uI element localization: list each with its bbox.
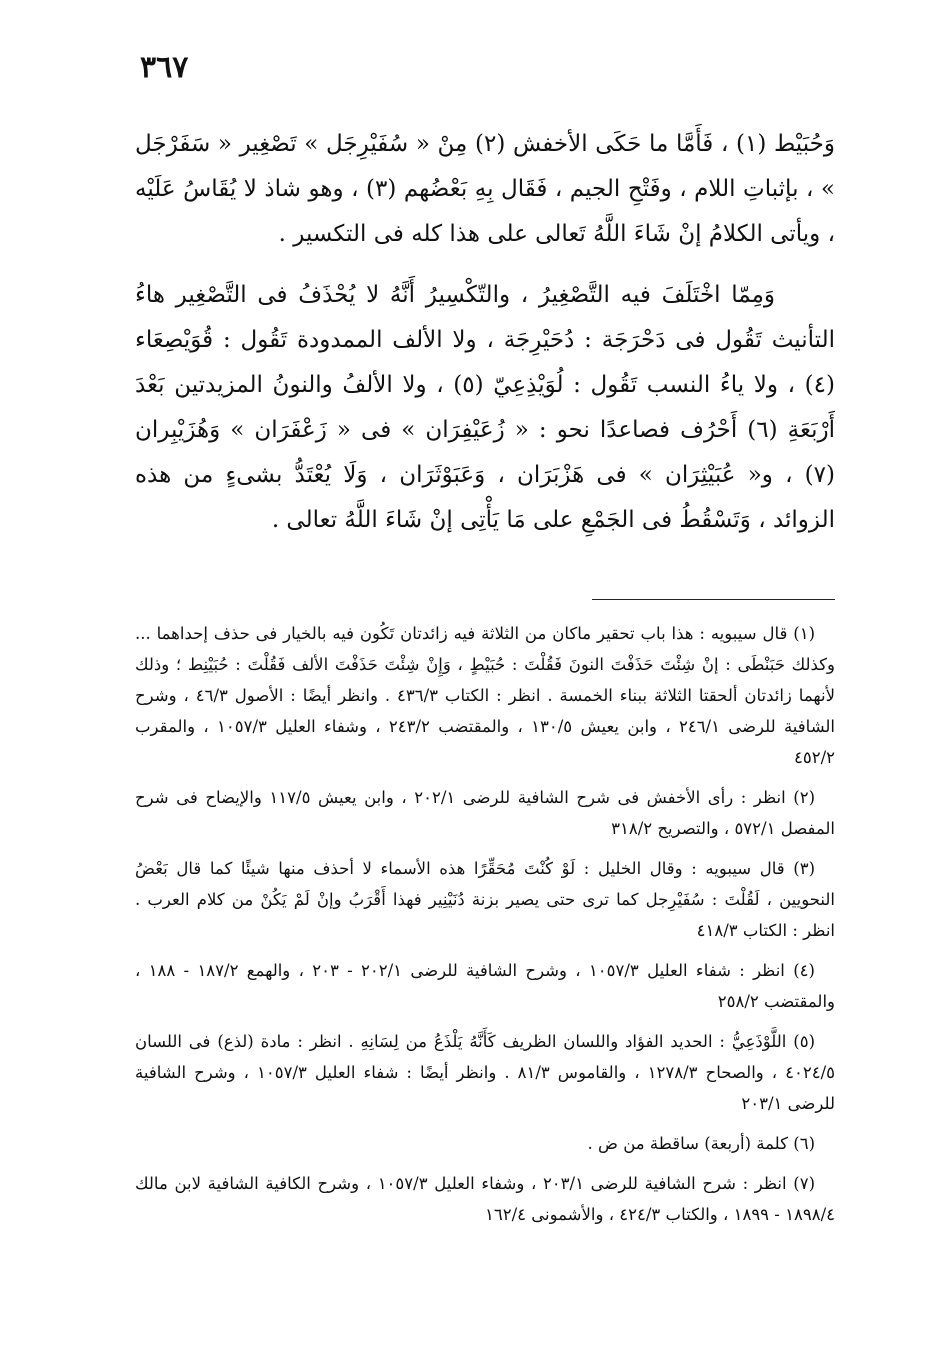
footnote-6: (٦) كلمة (أربعة) ساقطة من ض . bbox=[587, 1134, 815, 1153]
footnote-5: (٥) اللَّوْذَعِيُّ : الحديد الفؤاد واللسان الظريف كَأَنَّهُ يَلْذَعُ من لِسَانِهِ . انظر : مادة (لذع) فى اللسان ٤٠٢٤/٥ ، والصحاح ١٢٧٨/٣ ، والقاموس ٨١/٣ . وانظر أيضًا : شفاء العليل ١٠٥٧/٣ ، وشرح الشافية للرضى ٢٠٣/١ bbox=[135, 1032, 835, 1113]
footnotes bbox=[135, 618, 835, 1239]
paragraph: وَمِمّا اخْتَلَفَ فيه التَّصْغِيرُ ، والتّكْسِيرُ أَنَّهُ لا يُحْذَفُ فى التَّصْغِير هاءُ التأنيث تَقُول فى دَحْرَجَة : دُحَيْرِجَة ، ولا الألف الممدودة تَقُول : قُوَيْصِعَاء (٤) ، ولا ياءُ النسب تَقُول : لُوَيْذِعِيّ (٥) ، ولا الألفُ والنونُ المزيدتين بَعْدَ أَرْبَعَةِ (٦) أَحْرُف فصاعدًا نحو : « زُعَيْفِرَان » فى « زَعْفَرَان » وَهُزَيْبِران (٧) ، و« عُبَيْثِرَان » فى هَزْبَرَان ، وَعَبَوْثَرَان ، وَلَا يُعْتَدُّ بشىءٍ من هذه الزوائد ، وَتَسْقُطُ فى الجَمْعِ على مَا يَأْتِى إنْ شَاءَ اللَّهُ تعالى . bbox=[135, 282, 835, 533]
page-number: ٣٦٧ bbox=[140, 50, 189, 85]
footnote-3: (٣) قال سيبويه : وقال الخليل : لَوْ كُنْتَ مُحَقِّرًا هذه الأسماء لا أحذف منها شيئًا كما قال بَعْضُ النحويين ، لَقُلْتَ : سُفَيْرِجل كما ترى حتى يصير بزنة دُنَيْنِير فهذا أَقْرَبُ وإنْ لَمْ يَكُنْ من كلام العرب . انظر : الكتاب ٤١٨/٣ bbox=[135, 859, 835, 940]
footnote-2: (٢) انظر : رأى الأخفش فى شرح الشافية للرضى ٢٠٢/١ ، وابن يعيش ١١٧/٥ والإيضاح فى شرح المفصل ٥٧٢/١ ، والتصريح ٣١٨/٢ bbox=[135, 788, 835, 838]
footnote-separator bbox=[592, 599, 835, 600]
footnote-4: (٤) انظر : شفاء العليل ١٠٥٧/٣ ، وشرح الشافية للرضى ٢٠٢/١ - ٢٠٣ ، والهمع ١٨٧/٢ - ١٨٨ ، والمقتضب ٢٥٨/٢ bbox=[135, 961, 835, 1011]
footnote-7: (٧) انظر : شرح الشافية للرضى ٢٠٣/١ ، وشفاء العليل ١٠٥٧/٣ ، وشرح الكافية الشافية لابن مالك ١٨٩٨/٤ - ١٨٩٩ ، والكتاب ٤٢٤/٣ ، والأشمونى ١٦٢/٤ bbox=[135, 1174, 835, 1224]
paragraph: وَحُبَيْط (١) ، فَأَمَّا ما حَكَى الأخفش (٢) مِنْ « سُفَيْرِجَل » تَصْغِير « سَفَرْجَل » ، بإثباتِ اللام ، وفَتْحِ الجيم ، فَقَال بِهِ بَعْضُهم (٣) ، وهو شاذ لا يُقَاسُ عَلَيْه ، ويأتى الكلامُ إنْ شَاءَ اللَّهُ تَعالى على هذا كله فى التكسير . bbox=[135, 131, 836, 247]
main-text bbox=[135, 122, 835, 543]
footnote-1: (١) قال سيبويه : هذا باب تحقير ماكان من الثلاثة فيه زائدتان تَكُون فيه بالخيار فى حذف إحداهما ... وكذلك حَبَنْطَى : إنْ شِئْتَ حَذَفْتَ النونَ فَقُلْتَ : حُبَيْطٍ ، وَإِنْ شِئْتَ حَذَفْتَ الألف فَقُلْتَ : حُبَيْنِط ؛ وذلك لأنهما زائدتان ألحقتا الثلاثة ببناء الخمسة . انظر : الكتاب ٤٣٦/٣ . وانظر أيضًا : الأصول ٤٦/٣ ، وشرح الشافية للرضى ٢٤٦/١ ، وابن يعيش ١٣٠/٥ ، والمقتضب ٢٤٣/٢ ، وشفاء العليل ١٠٥٧/٣ ، والمقرب ٤٥٢/٢ bbox=[135, 624, 836, 767]
